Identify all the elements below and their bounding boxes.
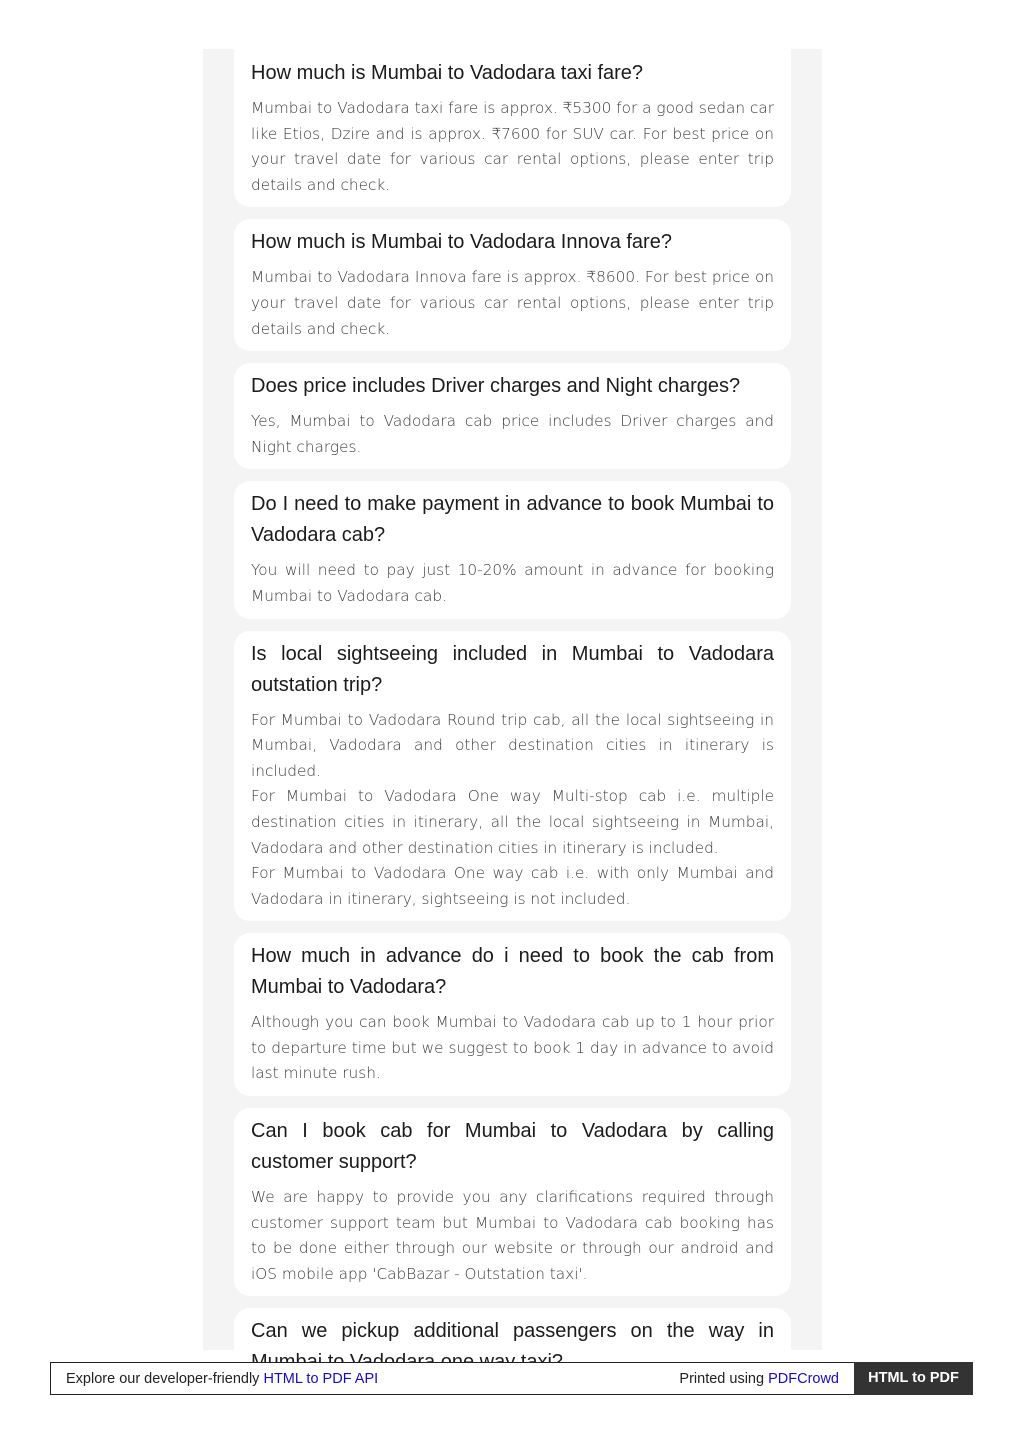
faq-question: How much is Mumbai to Vadodara taxi fare? bbox=[251, 62, 644, 84]
faq-item bbox=[234, 49, 791, 207]
faq-answer: You will need to pay just 10-20% amount in advance for booking Mumbai to Vadodara cab. bbox=[251, 561, 774, 605]
faq-answer: For Mumbai to Vadodara One way cab i.e. with only Mumbai and Vadodara in itinerary, sightseeing is not included. bbox=[251, 864, 774, 908]
faq-answer: We are happy to provide you any clarifications required through customer support team but Mumbai to Vadodara cab booking has to be done either through our website or through our android and iOS mobile app 'CabBazar - Outstation taxi'. bbox=[251, 1188, 774, 1283]
faq-item bbox=[234, 933, 791, 1096]
faq-answer: Yes, Mumbai to Vadodara cab price includes Driver charges and Night charges. bbox=[251, 412, 774, 456]
footer-explore bbox=[66, 1371, 378, 1387]
html-to-pdf-api-link[interactable]: HTML to PDF API bbox=[263, 1371, 379, 1387]
content-area bbox=[203, 49, 822, 1350]
footer-printed-text: Printed using bbox=[679, 1371, 769, 1387]
faq-list bbox=[234, 49, 791, 1406]
faq-answer: Mumbai to Vadodara Innova fare is approx. ₹8600. For best price on your travel date for various car rental options, please enter trip details and check. bbox=[251, 268, 774, 338]
footer-explore-text: Explore our developer-friendly bbox=[66, 1371, 264, 1387]
faq-answer: Although you can book Mumbai to Vadodara cab up to 1 hour prior to departure time but we suggest to book 1 day in advance to avoid last minute rush. bbox=[251, 1013, 774, 1083]
faq-question: How much is Mumbai to Vadodara Innova fare? bbox=[251, 231, 672, 254]
html-to-pdf-button[interactable]: HTML to PDF bbox=[854, 1362, 973, 1395]
faq-item bbox=[234, 631, 791, 922]
faq-question: Can I book cab for Mumbai to Vadodara by calling customer support? bbox=[251, 1120, 774, 1174]
faq-answer: For Mumbai to Vadodara One way Multi-stop cab i.e. multiple destination cities in itinerary, all the local sightseeing in Mumbai, Vadodara and other destination cities in itinerary is included. bbox=[251, 787, 774, 857]
pdfcrowd-link[interactable]: PDFCrowd bbox=[768, 1371, 839, 1387]
footer-printed bbox=[679, 1371, 839, 1387]
faq-answer: Mumbai to Vadodara taxi fare is approx. ₹5300 for a good sedan car like Etios, Dzire and is approx. ₹7600 for SUV car. For best price on your travel date for various car rental options, please enter trip details and check. bbox=[251, 99, 774, 194]
faq-item bbox=[234, 219, 791, 351]
faq-item bbox=[234, 1108, 791, 1296]
faq-question: Does price includes Driver charges and Night charges? bbox=[251, 375, 741, 398]
pdf-footer bbox=[50, 1362, 973, 1395]
faq-item bbox=[234, 481, 791, 618]
faq-answer: For Mumbai to Vadodara Round trip cab, all the local sightseeing in Mumbai, Vadodara and other destination cities in itinerary is included. bbox=[251, 710, 774, 780]
faq-item bbox=[234, 363, 791, 469]
faq-question: Is local sightseeing included in Mumbai to Vadodara outstation trip? bbox=[251, 642, 774, 696]
faq-question: Do I need to make payment in advance to book Mumbai to Vadodara cab? bbox=[251, 493, 774, 547]
faq-question: Can we pickup additional passengers on the way in bbox=[251, 1320, 774, 1343]
faq-question: How much in advance do i need to book the cab from Mumbai to Vadodara? bbox=[251, 945, 774, 999]
